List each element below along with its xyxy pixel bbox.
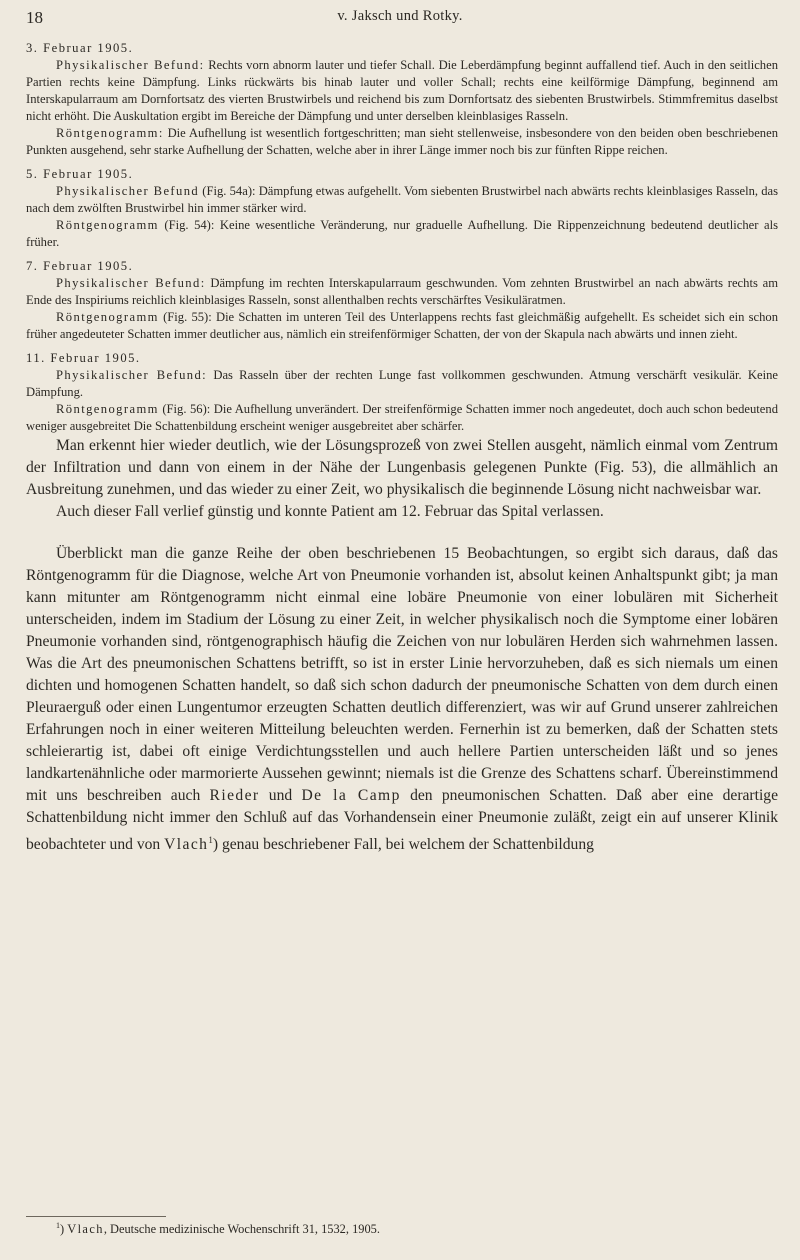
entry-date: 7. Februar 1905. (26, 259, 134, 273)
entry-paragraph (26, 367, 778, 401)
footnote: $^1$) Vlach, Deutsche medizinische Wochenschrift 31, 1532, 1905. (56, 1221, 380, 1237)
entry-paragraph (26, 125, 778, 159)
entry-date: 3. Februar 1905. (26, 41, 134, 55)
entry-paragraph (26, 401, 778, 435)
entry-text: (Fig. 54): Keine wesentliche Veränderung, nur graduelle Aufhellung. Die Rippenzeichnung bedeutend deutlicher als früher. (26, 218, 778, 249)
running-head: v. Jaksch und Rotky. (337, 8, 463, 24)
entry-label: Physikalischer Befund: (56, 58, 205, 72)
entry-label: Röntgenogramm (56, 218, 159, 232)
entry-text: Die Aufhellung ist wesentlich fortgeschritten; man sieht stellenweise, insbesondere von den beiden oben beschriebenen Punkten ausgehend, sehr starke Aufhellung der Schatten, welche aber in ihrer Länge immer noch bis zur fünften Rippe reichen. (26, 126, 778, 157)
page-header (20, 6, 780, 30)
main-text-run: ) genau beschriebener Fall, bei welchem der Schattenbildung (212, 836, 594, 854)
page-content (26, 40, 778, 856)
footnote-text: , Deutsche medizinische Wochenschrift 31, 1532, 1905. (103, 1222, 380, 1237)
entry-date: 11. Februar 1905. (26, 351, 141, 365)
main-text (26, 435, 778, 856)
footnote-reference: 1 (208, 835, 213, 845)
entry-date: 5. Februar 1905. (26, 167, 134, 181)
entry-label: Physikalischer Befund: (56, 368, 208, 382)
footnote-mark: 1 (56, 1221, 60, 1230)
entry-text: Dämpfung im rechten Interskapularraum geschwunden. Vom zehnten Brustwirbel an nach abwärts rechts am Ende des Inspiriums reichlich kleinblasiges Rasseln, sonst allenthalben rechts verschärftes Vesikuläratmen. (26, 276, 778, 307)
main-paragraph: Auch dieser Fall verlief günstig und konnte Patient am 12. Februar das Spital verlassen. (56, 503, 604, 520)
entry-paragraph (26, 275, 778, 309)
main-text-run: und (259, 787, 302, 804)
main-text-run: den pneumonischen Schatten. Daß aber eine derartige Schattenbildung nicht immer den Schluß auf das Vorhandensein einer Pneumonie zuläßt, zeigt ein auf unserer Klinik beobachteter und von (26, 787, 779, 854)
entry-text: Rechts vorn abnorm lauter und tiefer Schall. Die Leberdämpfung beginnt auffallend tief. Auch in den seitlichen Partien rechts keine Dämpfung. Links rückwärts bis hinab lauter und voller Schall; rechts eine keilförmige Dämpfung, beginnend am Interskapularraum am Dornfortsatz des vierten Brustwirbels und reichend bis zum Dornfortsatz des siebenten Brustwirbels. Stimmfremitus daselbst nicht erhöht. Die Auskultation ergibt im Bereiche der Dämpfung und unter derselben kleinblasiges Rasseln. (26, 58, 778, 123)
main-paragraph (26, 543, 778, 856)
entry-paragraph (26, 309, 778, 343)
main-text-run: Überblickt man die ganze Reihe der oben beschriebenen 15 Beobachtungen, so ergibt sich daraus, daß das Röntgenogramm für die Diagnose, welche Art von Pneumonie vorhanden ist, absolut keinen Anhaltspunkt gibt; ja man kann mitunter am Röntgenogramm nicht einmal eine lobäre Pneumonie von einer lobulären mit Sicherheit unterscheiden, indem im Stadium der Lösung zu einer Zeit, in welcher physikalisch noch die Symptome einer lobären Pneumonie vorhanden sind, röntgenographisch häufig die Zeichen von nur lobulären Herden sich wahrnehmen lassen. Was die Art des pneumonischen Schattens betrifft, so ist in erster Linie hervorzuheben, daß es sich niemals um einen dichten und homogenen Schatten handelt, so daß sich schon dadurch der pneumonische Schatten von dem durch einen Pleuraerguß oder einen Lungentumor erzeugten Schatten deutlich differenziert, was wir auf Grund unserer zahlreichen Erfahrungen noch in einer weiteren Mitteilung beleuchten werden. Fernerhin ist zu bemerken, daß der Schatten stets schleierartig ist, dabei oft einige Verdichtungsstellen und auch hellere Partien unterscheiden läßt und so jenes landkartenähnliche oder marmorierte Aussehen gewinnt; niemals ist die Grenze des Schattens scharf. Übereinstimmend mit uns beschreiben auch (26, 545, 778, 804)
author-name: Rieder (209, 787, 260, 804)
entry-text: (Fig. 56): Die Aufhellung unverändert. Der streifenförmige Schatten immer noch angedeutet, doch auch schon bedeutend weniger ausgebreitet Die Schattenbildung erscheint weniger ausgebreitet aber schärfer. (26, 402, 778, 433)
main-paragraph: Man erkennt hier wieder deutlich, wie der Lösungsprozeß von zwei Stellen ausgeht, nämlich einmal vom Zentrum der Infiltration und dann von einem in der Nähe der Lungenbasis gelegenen Punkte (Fig. 53), die allmählich an Ausbreitung zunehmen, und das wieder zu einer Zeit, wo physikalisch die beginnende Lösung nicht nachweisbar war. (26, 437, 778, 498)
entry-text: (Fig. 54a): Dämpfung etwas aufgehellt. Vom siebenten Brustwirbel nach abwärts rechts kleinblasiges Rasseln, das nach dem zwölften Brustwirbel hin immer stärker wird. (26, 184, 778, 215)
entry-paragraph (26, 57, 778, 125)
entry-paragraph (26, 217, 778, 251)
author-name: De la Camp (301, 787, 401, 804)
entry-label: Röntgenogramm (56, 402, 159, 416)
page-number: 18 (26, 8, 43, 27)
footnote-rule (26, 1216, 166, 1217)
entry-text: (Fig. 55): Die Schatten im unteren Teil des Unterlappens rechts fast gleichmäßig aufgehellt. Es scheidet sich ein schon früher angedeuteter Schatten immer deutlicher aus, nämlich ein streifenförmiger Schatten, der von der Skapula nach abwärts und innen zieht. (26, 310, 778, 341)
footnote-author: Vlach (67, 1222, 104, 1237)
entry-text: Das Rasseln über der rechten Lunge fast vollkommen geschwunden. Atmung verschärft vesikulär. Keine Dämpfung. (26, 368, 778, 399)
entry-label: Physikalischer Befund: (56, 276, 206, 290)
case-entries (26, 40, 778, 435)
author-name: Vlach (164, 836, 209, 854)
entry-label: Röntgenogramm (56, 310, 159, 324)
entry-paragraph (26, 183, 778, 217)
entry-label: Röntgenogramm: (56, 126, 164, 140)
entry-label: Physikalischer Befund (56, 184, 200, 198)
